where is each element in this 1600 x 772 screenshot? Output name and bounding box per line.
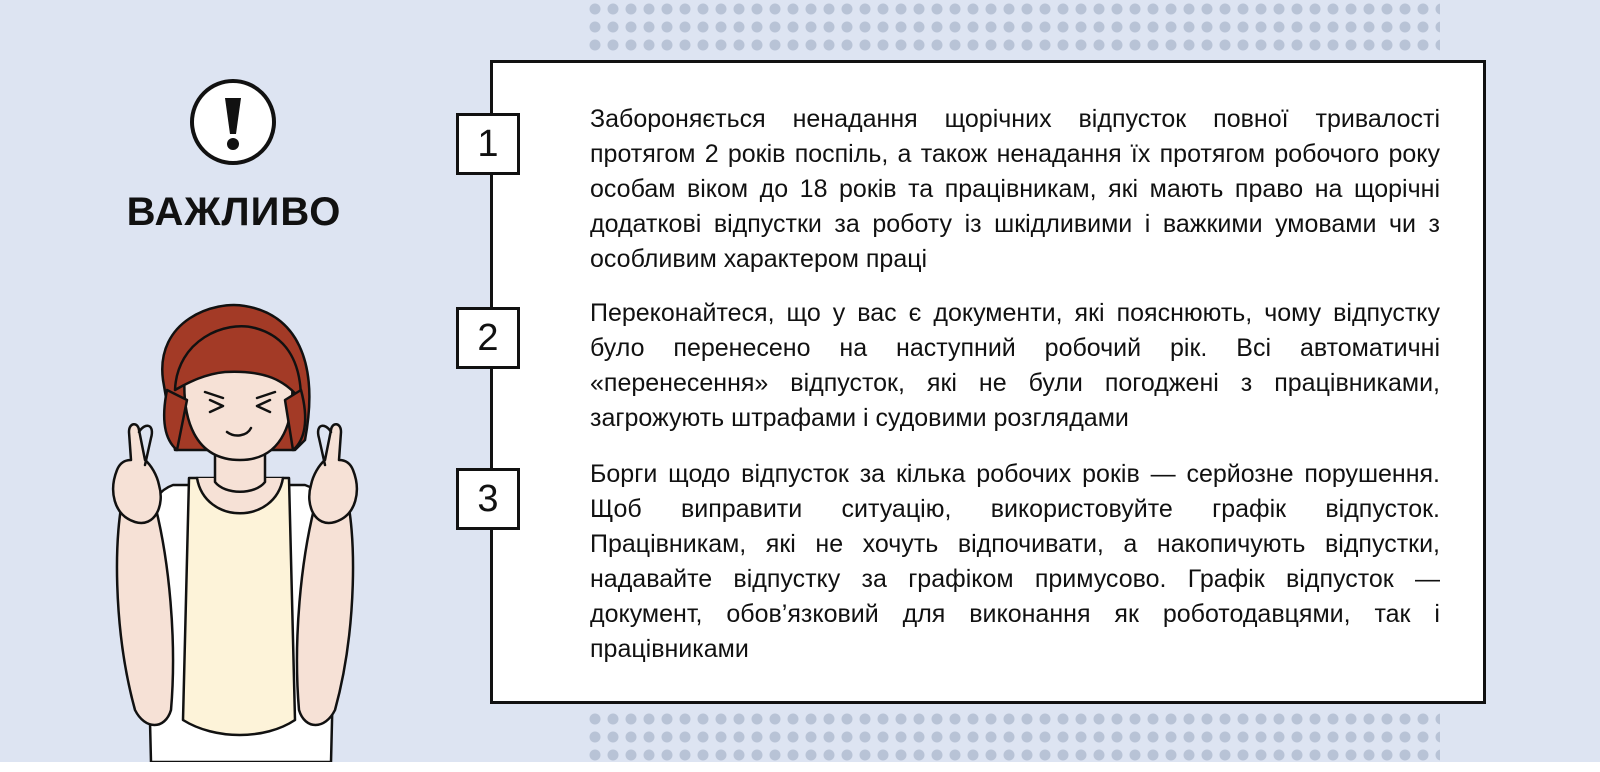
important-heading: ВАЖЛИВО [126,190,342,234]
number-badge-2: 2 [456,307,520,369]
item-text-2: Переконайтеся, що у вас є документи, які пояснюють, чому відпустку було перенесено на наступний робочий рік. Всі автоматичні «перенесення» відпусток, які не були погоджені з працівниками, загрожують штрафами і судовими розглядами [590,299,1440,432]
woman-fingers-crossed-illustration [105,300,365,762]
item-text-1: Забороняється ненадання щорічних відпусток повної тривалості протягом 2 років поспіль, а також ненадання їх протягом робочого року особам віком до 18 років та працівникам, які мають право на щорічні додаткові відпустки за роботу із шкідливими і важкими умовами чи з особливим характером праці [590,105,1440,273]
exclamation-circle-icon [189,78,277,166]
number-badge-3: 3 [456,468,520,530]
number-badge-1: 1 [456,113,520,175]
dot-pattern-top [586,0,1440,54]
item-text-3: Борги щодо відпусток за кілька робочих років — серйозне порушення. Щоб виправити ситуацію, використовуйте графік відпусток. Працівникам, які не хочуть відпочивати, а накопичують відпустки, надавайте відпустку за графіком примусово. Графік відпусток — документ, обов’язковий для виконання як роботодавцями, так і працівниками [590,460,1440,663]
dot-pattern-bottom [586,710,1440,762]
